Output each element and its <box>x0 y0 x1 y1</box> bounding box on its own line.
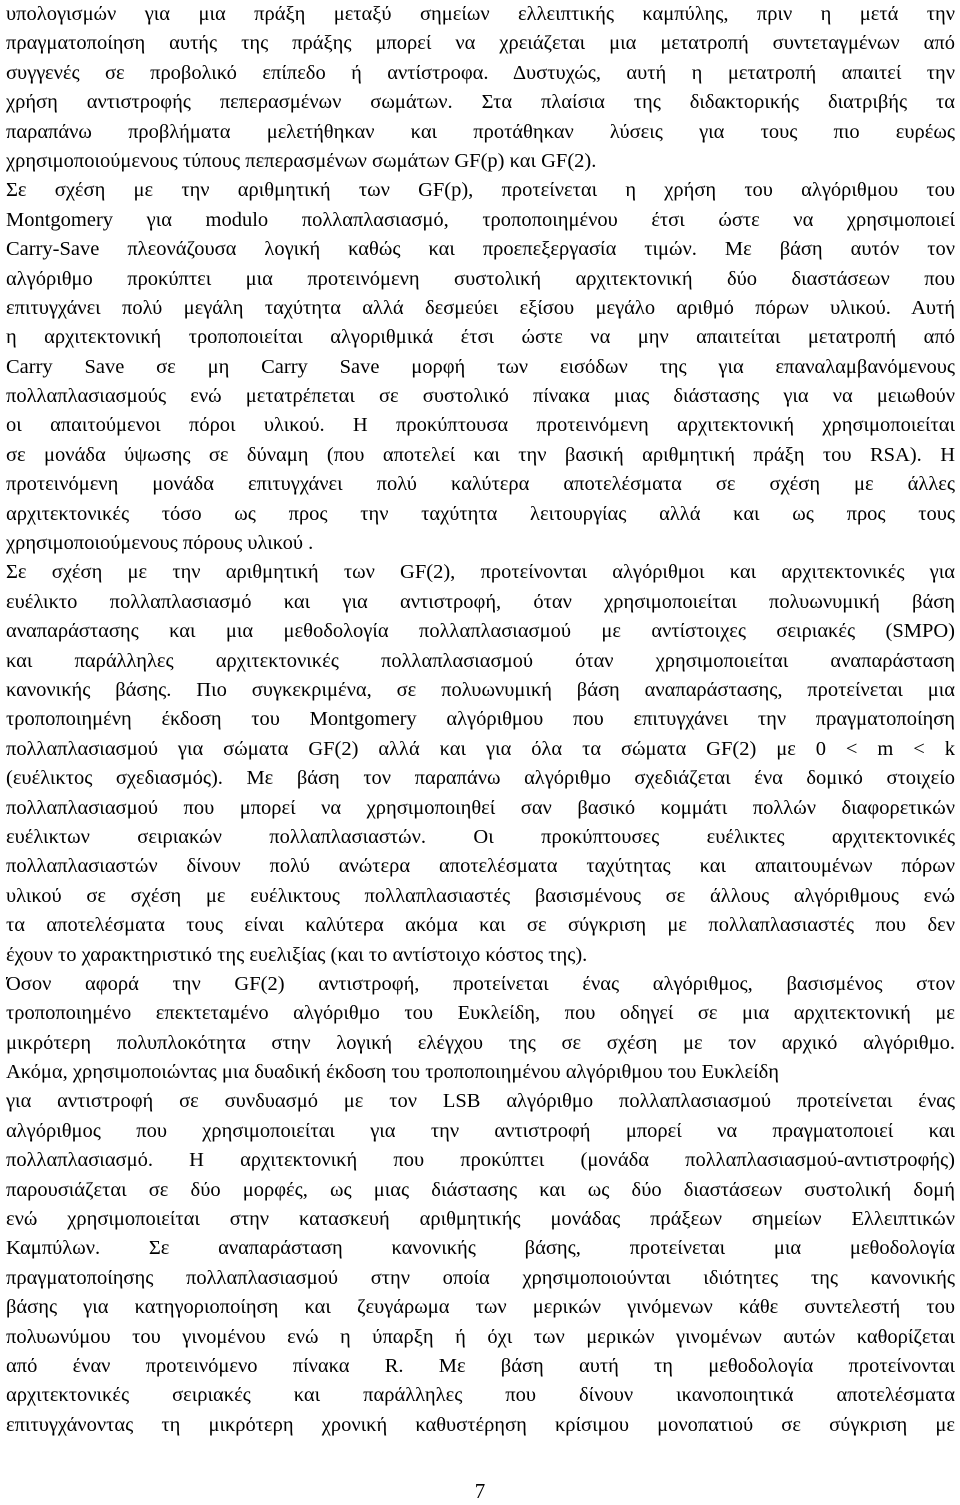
text-line: Ακόμα, χρησιμοποιώντας μια δυαδική έκδοση του τροποποιημένου αλγόριθμου του Ευκλείδη <box>6 1061 780 1084</box>
text-line: οι απαιτούμενοι πόροι υλικού. Η προκύπτουσα προτεινόμενη αρχιτεκτονική χρησιμοποιείται <box>6 414 955 437</box>
text-line: χρησιμοποιούμενους τύπους πεπερασμένων σωμάτων GF(p) και GF(2). <box>6 149 597 172</box>
text-line: χρησιμοποιούμενους πόρους υλικού . <box>6 532 314 555</box>
text-line: σε μονάδα ύψωσης σε δύναμη (που αποτελεί και την βασική αριθμητική πράξη του RSA). Η <box>6 443 955 466</box>
text-line: αρχιτεκτονικές σειριακές και παράλληλες που δίνουν ικανοποιητικά αποτελέσματα <box>6 1384 955 1407</box>
text-line: Carry Save σε μη Carry Save μορφή των εισόδων της για επαναλαμβανόμενους <box>6 355 955 378</box>
text-line: η αρχιτεκτονική τροποποιείται αλγοριθμικά έτσι ώστε να μην απαιτείται μετατροπή από <box>6 326 955 349</box>
text-line: αναπαράστασης και μια μεθοδολογία πολλαπλασιασμού με αντίστοιχες σειριακές (SMPO) <box>6 620 955 643</box>
text-line: συγγενές σε προβολικό επίπεδο ή αντίστροφα. Δυστυχώς, αυτή η μετατροπή απαιτεί την <box>6 61 955 84</box>
text-line: πολλαπλασιασμού που μπορεί να χρησιμοποιηθεί σαν βασικό κομμάτι πολλών διαφορετικών <box>6 796 955 819</box>
text-line: πολλαπλασιασμούς ενώ μετατρέπεται σε συστολικό πίνακα μιας διάστασης για να μειωθούν <box>6 385 955 408</box>
text-line: πολλαπλασιασμού για σώματα GF(2) αλλά και για όλα τα σώματα GF(2) με 0 < m < k <box>6 737 955 760</box>
text-line: (ευέλικτος σχεδιασμός). Με βάση τον παραπάνω αλγόριθμο σχεδιάζεται ένα δομικό στοιχείο <box>6 767 955 790</box>
text-line: υλικού σε σχέση με ευέλικτους πολλαπλασιαστές βασισμένους σε άλλους αλγόριθμους ενώ <box>6 884 955 907</box>
text-line: ενώ χρησιμοποιείται στην κατασκευή αριθμητικής μονάδας πράξεων σημείων Ελλειπτικών <box>6 1208 955 1231</box>
text-line: Καμπύλων. Σε αναπαράσταση κανονικής βάσης, προτείνεται μια μεθοδολογία <box>6 1237 955 1260</box>
text-line: Carry-Save πλεονάζουσα λογική καθώς και προεπεξεργασία τιμών. Με βάση αυτόν τον <box>6 238 955 261</box>
text-line: από έναν προτεινόμενο πίνακα R. Με βάση αυτή τη μεθοδολογία προτείνονται <box>6 1354 955 1377</box>
text-line: πολλαπλασιαστών δίνουν πολύ ανώτερα αποτελέσματα ταχύτητας και απαιτουμένων πόρων <box>6 855 955 878</box>
text-line: επιτυγχάνοντας τη μικρότερη χρονική καθυστέρηση κρίσιμου μονοπατιού σε σύγκριση με <box>6 1413 955 1436</box>
text-line: Σε σχέση με την αριθμητική των GF(p), προτείνεται η χρήση του αλγόριθμου του <box>6 179 955 202</box>
body-text <box>6 0 955 1440</box>
text-line: ευέλικτο πολλαπλασιασμό και για αντιστροφή, όταν χρησιμοποιείται πολυωνυμική βάση <box>6 590 955 613</box>
text-line: βάσης για κατηγοριοποίηση και ζευγάρωμα των μερικών γινόμενων κάθε συντελεστή του <box>6 1296 955 1319</box>
text-line: πολλαπλασιασμό. Η αρχιτεκτονική που προκύπτει (μονάδα πολλαπλασιασμού-αντιστροφής) <box>6 1149 955 1172</box>
text-line: προτεινόμενη μονάδα επιτυγχάνει πολύ καλύτερα αποτελέσματα σε σχέση με άλλες <box>6 473 955 496</box>
text-line: μικρότερη πολυπλοκότητα στην λογική ελέγχου της σε σχέση με τον αρχικό αλγόριθμο. <box>6 1031 955 1054</box>
text-line: αλγόριθμος που χρησιμοποιείται για την αντιστροφή μπορεί να πραγματοποιεί και <box>6 1119 955 1142</box>
text-line: Montgomery για modulo πολλαπλασιασμό, τροποποιημένου έτσι ώστε να χρησιμοποιεί <box>6 208 955 231</box>
text-line: κανονικής βάσης. Πιο συγκεκριμένα, σε πολυωνυμική βάση αναπαράστασης, προτείνεται μια <box>6 678 955 701</box>
text-line: ευέλικτων σειριακών πολλαπλασιαστών. Οι προκύπτουσες ευέλικτες αρχιτεκτονικές <box>6 825 955 848</box>
text-line: παρουσιάζεται σε δύο μορφές, ως μιας διάστασης και ως δύο διαστάσεων συστολική δομή <box>6 1178 955 1201</box>
text-line: παραπάνω προβλήματα μελετήθηκαν και προτάθηκαν λύσεις για τους πιο ευρέως <box>6 120 955 143</box>
text-line: πραγματοποίηση αυτής της πράξης μπορεί να χρειάζεται μια μετατροπή συντεταγμένων από <box>6 32 955 55</box>
text-line: έχουν το χαρακτηριστικό της ευελιξίας (και το αντίστοιχο κόστος της). <box>6 943 588 966</box>
page-number: 7 <box>474 1479 486 1503</box>
text-line: επιτυγχάνει πολύ μεγάλη ταχύτητα αλλά δεσμεύει εξίσου μεγάλο αριθμό πόρων υλικού. Αυτή <box>6 296 955 319</box>
text-line: και παράλληλες αρχιτεκτονικές πολλαπλασιασμού όταν χρησιμοποιείται αναπαράσταση <box>6 649 955 672</box>
text-line: Σε σχέση με την αριθμητική των GF(2), προτείνονται αλγόριθμοι και αρχιτεκτονικές για <box>6 561 955 584</box>
text-line: τροποποιημένη έκδοση του Montgomery αλγόριθμου που επιτυγχάνει την πραγματοποίηση <box>6 708 955 731</box>
text-line: πολυωνύμου του γινομένου ενώ η ύπαρξη ή όχι των μερικών γινομένων αυτών καθορίζεται <box>6 1325 955 1348</box>
text-line: χρήση αντιστροφής πεπερασμένων σωμάτων. Στα πλαίσια της διδακτορικής διατριβής τα <box>6 91 955 114</box>
text-line: Όσον αφορά την GF(2) αντιστροφή, προτείνεται ένας αλγόριθμος, βασισμένος στον <box>6 972 955 995</box>
text-line: πραγματοποίησης πολλαπλασιασμού στην οποία χρησιμοποιούνται ιδιότητες της κανονικής <box>6 1266 955 1289</box>
text-line: για αντιστροφή σε συνδυασμό με τον LSB αλγόριθμο πολλαπλασιασμού προτείνεται ένας <box>6 1090 955 1113</box>
text-line: αλγόριθμο προκύπτει μια προτεινόμενη συστολική αρχιτεκτονική δύο διαστάσεων που <box>6 267 955 290</box>
text-line: τα αποτελέσματα τους είναι καλύτερα ακόμα και σε σύγκριση με πολλαπλασιαστές που δεν <box>6 914 955 937</box>
text-line: τροποποιημένο επεκτεταμένο αλγόριθμο του Ευκλείδη, που οδηγεί σε μια αρχιτεκτονική με <box>6 1002 955 1025</box>
text-line: υπολογισμών για μια πράξη μεταξύ σημείων ελλειπτικής καμπύλης, πριν η μετά την <box>6 3 955 25</box>
text-line: αρχιτεκτονικές τόσο ως προς την ταχύτητα λειτουργίας αλλά και ως προς τους <box>6 502 955 525</box>
